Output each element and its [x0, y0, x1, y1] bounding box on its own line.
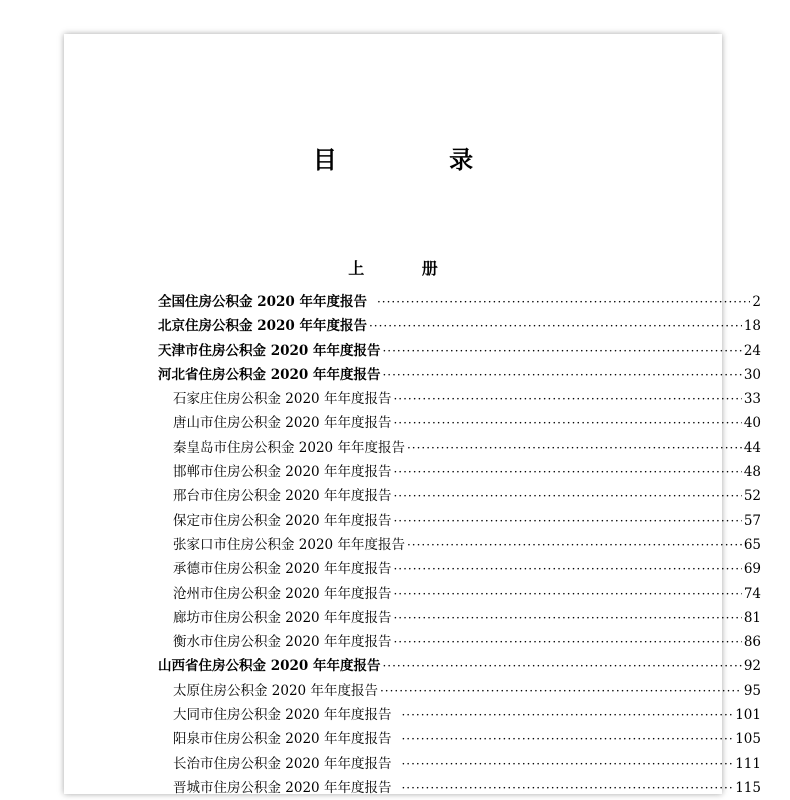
toc-entry[interactable]	[158, 630, 761, 654]
dot-leader	[369, 314, 742, 338]
toc-page-number: 57	[743, 512, 761, 529]
toc-entry-title: 阳泉市住房公积金 2020 年年度报告	[173, 731, 392, 748]
toc-entry[interactable]	[158, 776, 761, 800]
dot-leader	[382, 363, 741, 387]
toc-entry[interactable]	[158, 387, 761, 411]
toc-page-number: 105	[735, 731, 761, 748]
dot-leader	[401, 727, 733, 751]
toc-entry[interactable]	[158, 533, 761, 557]
toc-entry[interactable]	[158, 411, 761, 435]
dot-leader	[393, 460, 741, 484]
toc-entry-title: 河北省住房公积金 2020 年年度报告	[158, 366, 381, 383]
toc-entry[interactable]	[158, 606, 761, 630]
toc-page-number: 48	[743, 464, 761, 481]
document-page	[64, 34, 761, 796]
table-of-contents	[158, 290, 761, 800]
toc-entry[interactable]	[158, 752, 761, 776]
toc-entry-title: 山西省住房公积金 2020 年年度报告	[158, 658, 381, 675]
dot-leader	[380, 679, 742, 703]
toc-entry-title: 邯郸市住房公积金 2020 年年度报告	[173, 464, 392, 481]
toc-entry[interactable]	[158, 363, 761, 387]
toc-page-number: 111	[735, 755, 761, 772]
toc-entry-title: 秦皇岛市住房公积金 2020 年年度报告	[173, 439, 405, 456]
toc-page-number: 24	[743, 342, 761, 359]
toc-entry[interactable]	[158, 703, 761, 727]
toc-entry-title: 邢台市住房公积金 2020 年年度报告	[173, 488, 392, 505]
toc-page-number: 30	[743, 366, 761, 383]
toc-entry-title: 张家口市住房公积金 2020 年年度报告	[173, 536, 405, 553]
toc-page-number: 74	[743, 585, 761, 602]
toc-entry[interactable]	[158, 679, 761, 703]
dot-leader	[377, 290, 750, 314]
toc-entry-title: 天津市住房公积金 2020 年年度报告	[158, 342, 381, 359]
dot-leader	[393, 606, 741, 630]
toc-page-number: 69	[743, 561, 761, 578]
toc-entry[interactable]	[158, 582, 761, 606]
toc-page-number: 18	[743, 318, 761, 335]
toc-page-number: 33	[743, 391, 761, 408]
toc-entry-title: 大同市住房公积金 2020 年年度报告	[173, 707, 392, 724]
toc-entry-title: 全国住房公积金 2020 年年度报告	[158, 294, 367, 310]
toc-entry-title: 保定市住房公积金 2020 年年度报告	[173, 512, 392, 529]
toc-page-number: 44	[743, 439, 761, 456]
dot-leader	[407, 533, 742, 557]
dot-leader	[401, 776, 733, 800]
toc-page-number: 52	[743, 488, 761, 505]
dot-leader	[393, 411, 741, 435]
toc-page-number: 81	[743, 609, 761, 626]
page-title: 目 录	[312, 145, 526, 174]
toc-entry-title: 晋城市住房公积金 2020 年年度报告	[173, 779, 392, 796]
toc-entry-title: 承德市住房公积金 2020 年年度报告	[173, 561, 392, 578]
toc-page-number: 40	[743, 415, 761, 432]
dot-leader	[401, 703, 733, 727]
toc-page-number: 65	[743, 536, 761, 553]
toc-entry-title: 唐山市住房公积金 2020 年年度报告	[173, 415, 392, 432]
toc-page-number: 2	[752, 294, 761, 310]
toc-entry[interactable]	[158, 339, 761, 363]
toc-entry-title: 衡水市住房公积金 2020 年年度报告	[173, 634, 392, 651]
toc-page-number: 86	[743, 634, 761, 651]
dot-leader	[393, 484, 741, 508]
toc-entry-title: 石家庄住房公积金 2020 年年度报告	[173, 391, 392, 408]
dot-leader	[401, 752, 733, 776]
toc-entry[interactable]	[158, 290, 761, 314]
dot-leader	[393, 387, 741, 411]
toc-entry-title: 沧州市住房公积金 2020 年年度报告	[173, 585, 392, 602]
dot-leader	[382, 339, 741, 363]
toc-page-number: 95	[743, 682, 761, 699]
toc-entry[interactable]	[158, 484, 761, 508]
toc-entry-title: 廊坊市住房公积金 2020 年年度报告	[173, 609, 392, 626]
toc-entry[interactable]	[158, 654, 761, 678]
volume-heading: 上 册	[348, 259, 464, 278]
dot-leader	[407, 436, 742, 460]
toc-entry[interactable]	[158, 509, 761, 533]
toc-entry[interactable]	[158, 727, 761, 751]
toc-page-number: 101	[735, 707, 761, 724]
dot-leader	[393, 557, 741, 581]
toc-entry[interactable]	[158, 436, 761, 460]
toc-entry[interactable]	[158, 314, 761, 338]
toc-entry[interactable]	[158, 557, 761, 581]
toc-page-number: 92	[743, 658, 761, 675]
toc-entry-title: 太原住房公积金 2020 年年度报告	[173, 682, 378, 699]
toc-entry-title: 北京住房公积金 2020 年年度报告	[158, 318, 367, 335]
dot-leader	[393, 582, 741, 606]
dot-leader	[393, 630, 741, 654]
dot-leader	[393, 509, 741, 533]
toc-entry-title: 长治市住房公积金 2020 年年度报告	[173, 755, 392, 772]
toc-page-number: 115	[735, 779, 761, 796]
dot-leader	[382, 654, 741, 678]
toc-entry[interactable]	[158, 460, 761, 484]
